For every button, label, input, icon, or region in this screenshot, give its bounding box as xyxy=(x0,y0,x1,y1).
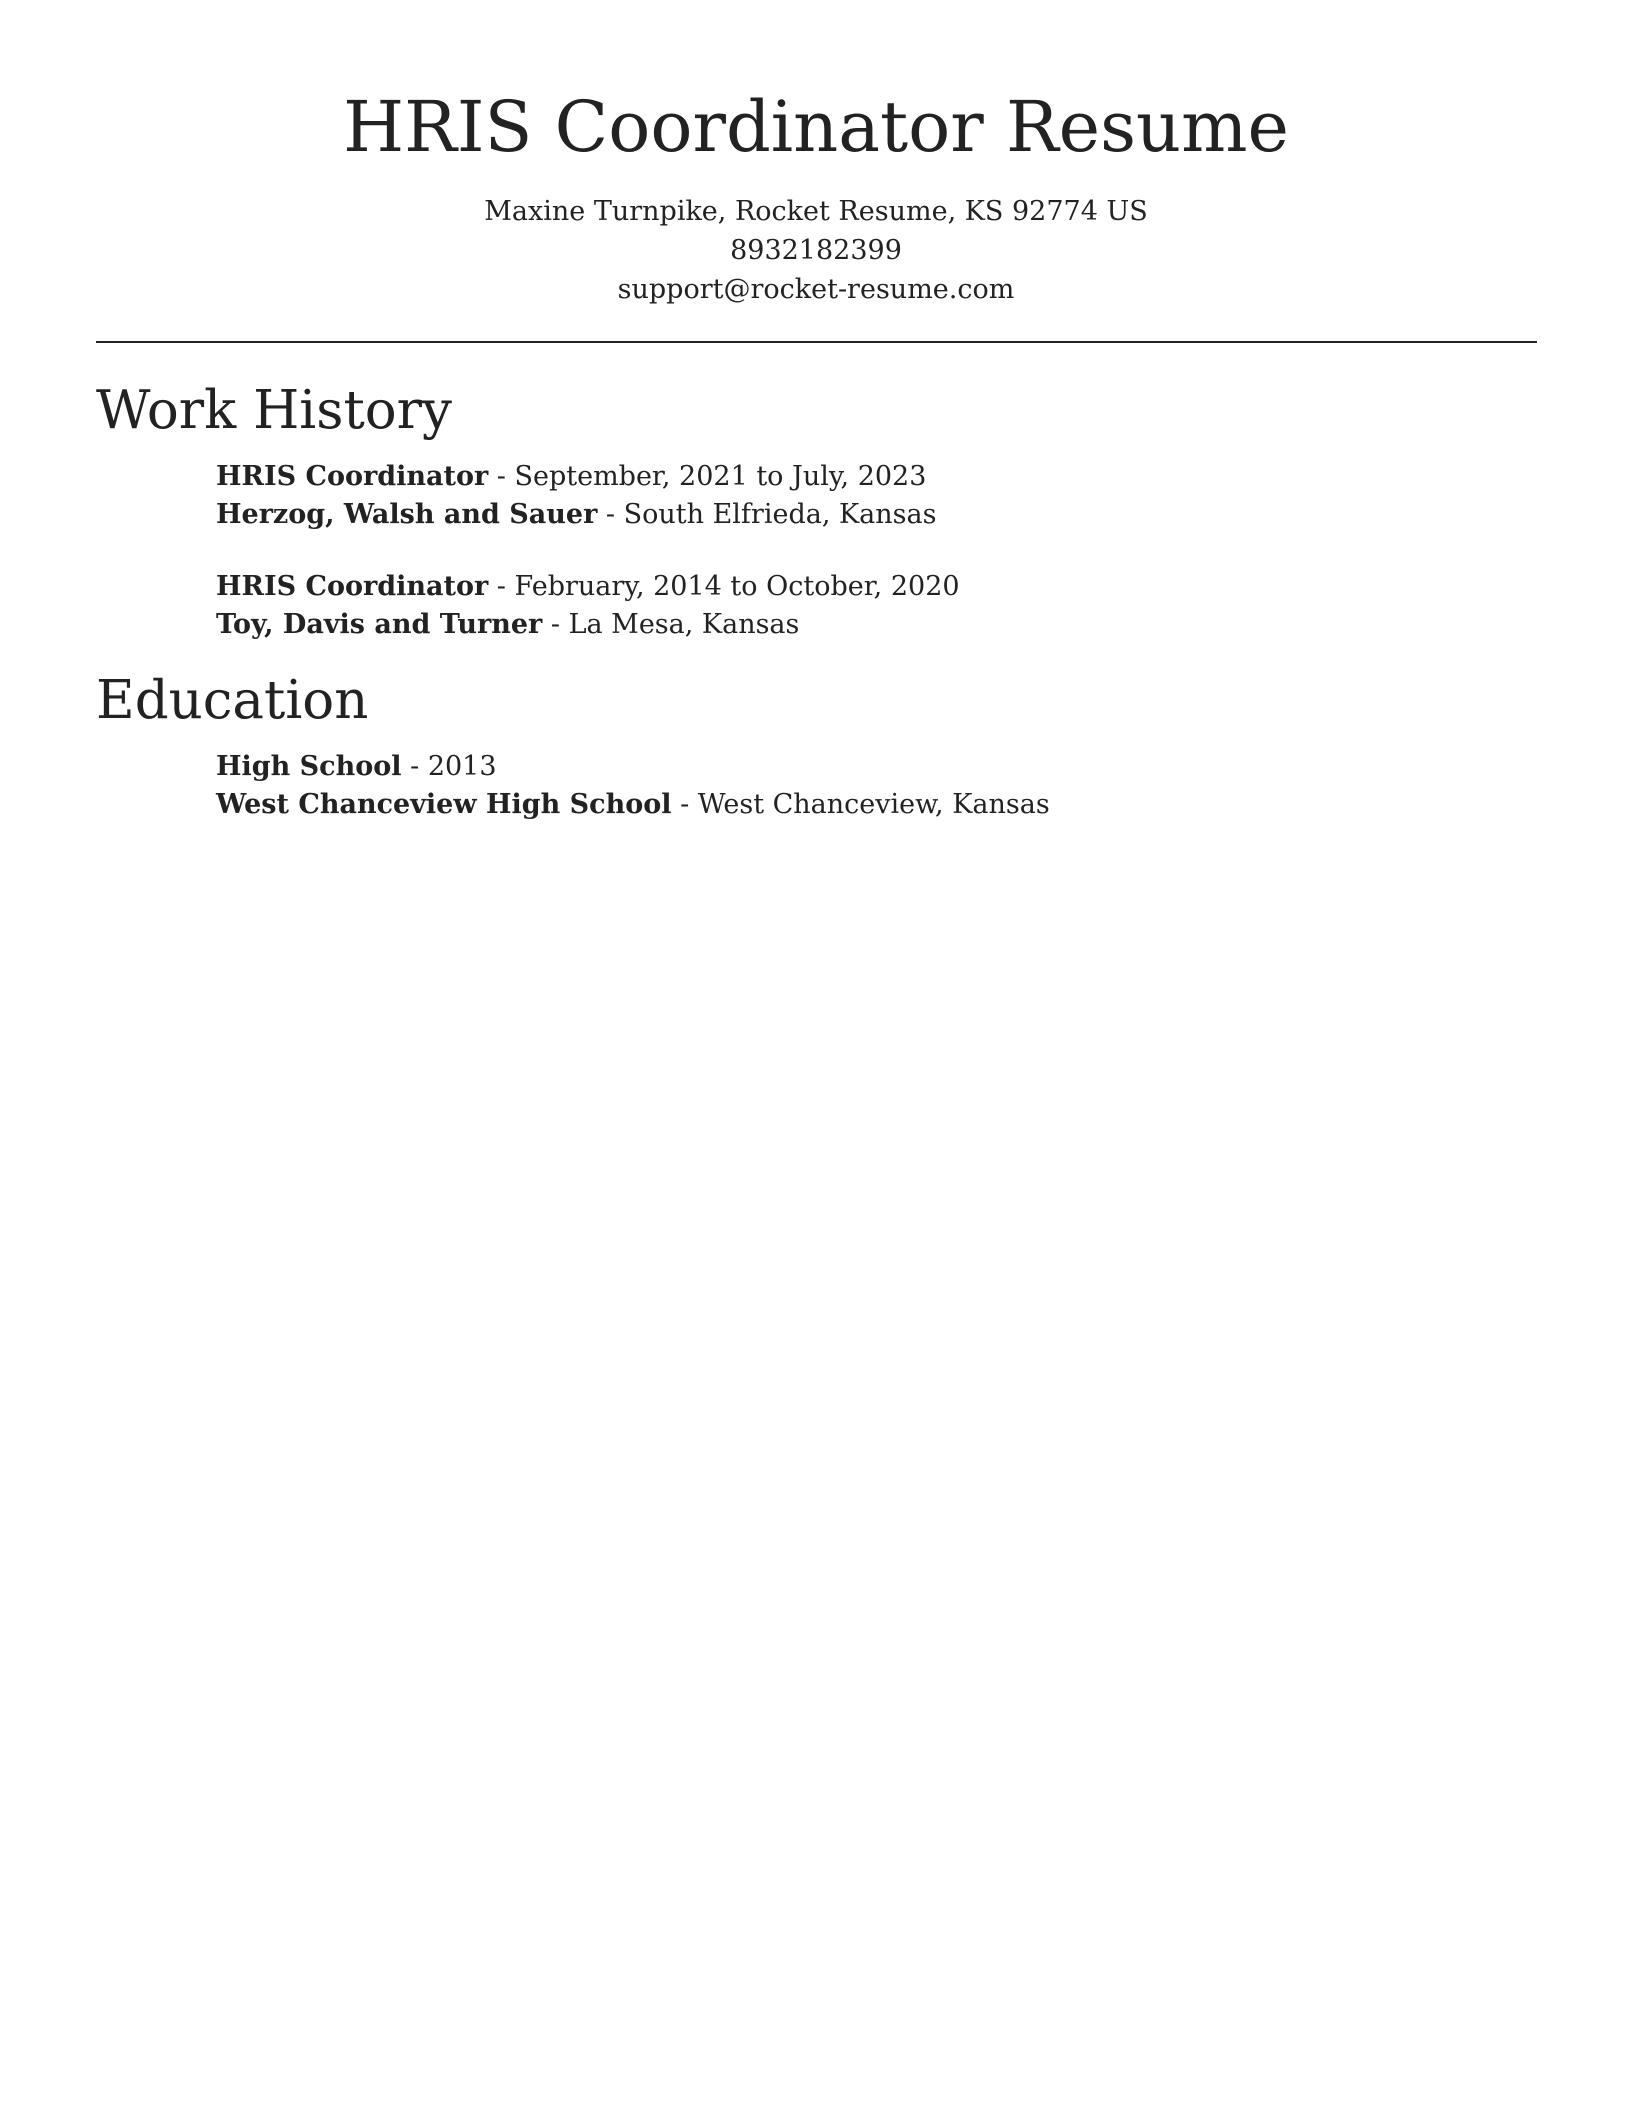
email-address: support@rocket-resume.com xyxy=(617,274,1015,305)
resume-title: HRIS Coordinator Resume xyxy=(343,86,1289,168)
phone-number: 8932182399 xyxy=(730,235,902,266)
work-entry-title-line xyxy=(216,458,936,496)
degree-name: High School xyxy=(216,751,402,782)
work-entry-title-line xyxy=(216,568,960,606)
school-location: - West Chanceview, Kansas xyxy=(671,789,1050,820)
education-degree-line xyxy=(216,748,1050,786)
employer-location: - La Mesa, Kansas xyxy=(542,609,800,640)
education-heading: Education xyxy=(96,670,369,731)
work-entry xyxy=(216,458,936,534)
address: Maxine Turnpike, Rocket Resume, KS 92774 US xyxy=(484,196,1148,227)
employer-location: - South Elfrieda, Kansas xyxy=(597,499,937,530)
education-entry xyxy=(216,748,1050,824)
header-divider xyxy=(96,341,1537,343)
graduation-year: - 2013 xyxy=(401,751,497,782)
contact-info xyxy=(0,192,1632,309)
school-name: West Chanceview High School xyxy=(216,789,672,820)
job-dates: - February, 2014 to October, 2020 xyxy=(488,571,960,602)
job-dates: - September, 2021 to July, 2023 xyxy=(488,461,927,492)
education-school-line xyxy=(216,786,1050,824)
job-position: HRIS Coordinator xyxy=(216,461,489,492)
work-history-heading: Work History xyxy=(96,380,452,441)
work-entry xyxy=(216,568,960,644)
employer-name: Herzog, Walsh and Sauer xyxy=(216,499,598,530)
employer-name: Toy, Davis and Turner xyxy=(216,609,543,640)
work-entry-employer-line xyxy=(216,606,960,644)
job-position: HRIS Coordinator xyxy=(216,571,489,602)
work-entry-employer-line xyxy=(216,496,936,534)
